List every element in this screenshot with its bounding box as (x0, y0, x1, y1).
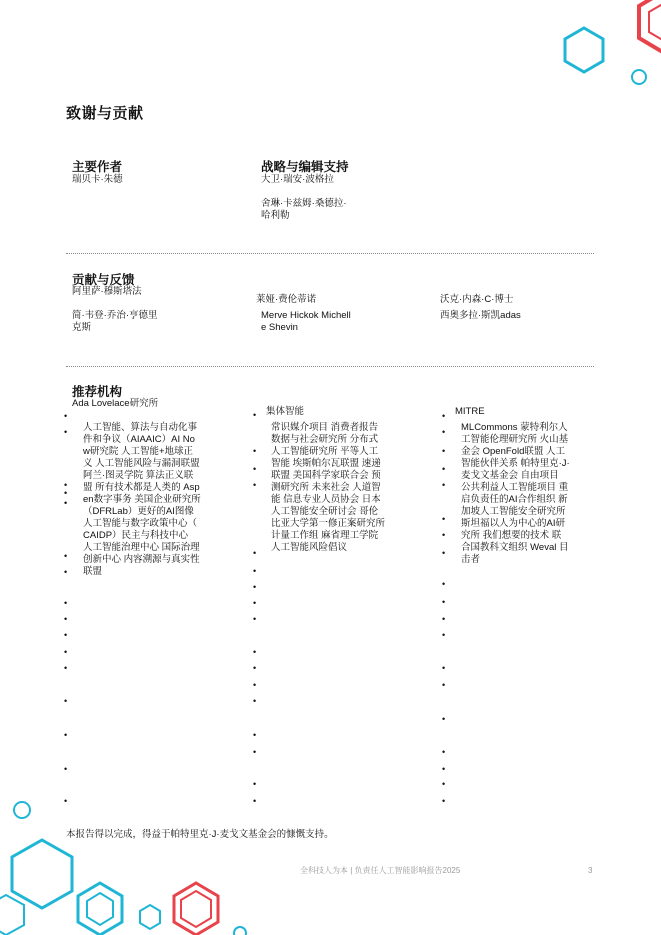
bullet-dot: • (64, 567, 68, 577)
bullet-dot: • (442, 796, 446, 806)
circle-cyan (14, 802, 30, 818)
bullet-dot: • (442, 614, 446, 624)
org-line: 创新中心 内容溯源与真实性 (83, 554, 200, 565)
bullet-dot: • (64, 480, 68, 490)
section-divider (66, 366, 594, 367)
org-line: 人工智能治理中心 国际治理 (83, 542, 200, 553)
org-line: 义 人工智能风险与漏洞联盟 (83, 458, 200, 469)
bullet-dot: • (442, 597, 446, 607)
bullet-dot: • (64, 427, 68, 437)
org-line: 加坡人工智能安全研究所 (461, 506, 566, 517)
section-divider (66, 253, 594, 254)
bullet-dot: • (442, 579, 446, 589)
strategy-heading: 战略与编辑支持 (261, 160, 349, 174)
org-line: 人工智能安全研讨会 哥伦 (271, 506, 379, 517)
strategy-name: 哈利勒 (261, 210, 290, 221)
circle-cyan-small (234, 927, 246, 935)
bullet-dot: • (64, 630, 68, 640)
authors-heading: 主要作者 (72, 160, 123, 174)
org-line: 件和争议（AIAAIC）AI No (83, 434, 195, 445)
page-number: 3 (588, 866, 593, 875)
bullet-dot: • (442, 747, 446, 757)
bullet-dot: • (253, 480, 257, 490)
org-line: 阿兰·图灵学院 算法正义联 (83, 470, 194, 481)
org-line: 麦戈文基金会 自由项目 (461, 470, 559, 481)
bullet-dot: • (253, 696, 257, 706)
org-line: 智能伙伴关系 帕特里克·J· (461, 458, 570, 469)
bullet-dot: • (64, 411, 68, 421)
org-line: 击者 (461, 554, 481, 565)
bullet-dot: • (253, 779, 257, 789)
footer-text: 全科技人为本 | 负责任人工智能影响报告2025 (300, 866, 461, 875)
org-line: 斯坦福以人为中心的AI研 (461, 518, 565, 529)
page-title: 致谢与贡献 (66, 105, 144, 122)
orgs-col1-body (83, 422, 201, 578)
bullet-dot: • (253, 566, 257, 576)
org-line: 启负责任的AI合作组织 新 (461, 494, 568, 505)
bullet-dot: • (442, 764, 446, 774)
org-line: 常识媒介项目 消费者报告 (271, 422, 379, 433)
acknowledgement-text: 本报告得以完成，得益于帕特里克·J·麦戈文基金会的慷慨支持。 (66, 829, 334, 840)
orgs-col2-head (266, 406, 304, 418)
org-line: 合国教科文组织 Weval 目 (461, 542, 569, 553)
org-line: 测研究所 未来社会 人道智 (271, 482, 381, 493)
orgs-col1 (72, 398, 158, 410)
contrib-name: 沃克·内森·C·博士 (440, 294, 514, 305)
strategy-name: 舍琳·卡兹姆·桑德拉· (261, 198, 347, 209)
bullet-dot: • (442, 411, 446, 421)
bullet-dot: • (253, 663, 257, 673)
contrib-name: 西奥多拉·斯凯adas (440, 310, 521, 321)
orgs-col3-head (455, 406, 485, 418)
org-line: 集体智能 (266, 406, 305, 417)
bullet-dot: • (442, 548, 446, 558)
org-line: 数据与社会研究所 分布式 (271, 434, 379, 445)
bullet-dot: • (64, 796, 68, 806)
strategy-name: 大卫·瑞安·波格拉 (261, 174, 334, 185)
org-line: w研究院 人工智能+地球正 (83, 446, 194, 457)
bullet-dot: • (64, 551, 68, 561)
hexagon-cyan (565, 28, 603, 72)
hexagon-cyan-inner (87, 893, 113, 925)
org-line: CAIDP）民主与科技中心 (83, 530, 189, 541)
contrib-name: 莱娅·费伦蒂诺 (256, 294, 317, 305)
org-line: 盟 所有技术都是人类的 Asp (83, 482, 200, 493)
bullet-dot: • (64, 730, 68, 740)
circle-cyan (632, 70, 646, 84)
org-line: 联盟 美国科学家联合会 预 (271, 470, 381, 481)
hexagon-decoration-bottom (0, 795, 260, 935)
bullet-dot: • (253, 796, 257, 806)
bullet-dot: • (64, 663, 68, 673)
bullet-dot: • (442, 427, 446, 437)
bullet-dot: • (253, 464, 257, 474)
contrib-name: 简·韦登·乔治·亨德里 (72, 310, 158, 321)
bullet-dot: • (64, 764, 68, 774)
bullet-dot: • (253, 747, 257, 757)
org-line: 比亚大学第一修正案研究所 (271, 518, 386, 529)
bullet-dot: • (64, 598, 68, 608)
bullet-dot: • (442, 530, 446, 540)
bullet-dot: • (253, 446, 257, 456)
bullet-dot: • (253, 730, 257, 740)
bullet-dot: • (64, 488, 68, 498)
bullet-dot: • (442, 514, 446, 524)
org-line: 能 信息专业人员协会 日本 (271, 494, 381, 505)
org-line: 工智能伦理研究所 火山基 (461, 434, 569, 445)
org-line: 联盟 (83, 566, 103, 577)
org-line: MLCommons 蒙特利尔人 (461, 422, 568, 433)
orgs-heading: 推荐机构 (72, 385, 123, 399)
contrib-heading: 贡献与反馈 (72, 273, 135, 287)
org-line: 人工智能研究所 平等人工 (271, 446, 379, 457)
bullet-dot: • (253, 680, 257, 690)
hexagon-decoration-top (548, 0, 661, 100)
orgs-col2-body (271, 422, 385, 554)
bullet-dot: • (64, 647, 68, 657)
contrib-name: 阿里萨·穆斯塔法 (72, 286, 142, 297)
bullet-dot: • (253, 582, 257, 592)
bullet-dot: • (442, 680, 446, 690)
bullet-dot: • (253, 614, 257, 624)
org-line: en数字事务 美国企业研究所 (83, 494, 201, 505)
bullet-dot: • (442, 663, 446, 673)
org-line: 公共利益人工智能项目 重 (461, 482, 569, 493)
contrib-name: Merve Hickok Michell (261, 310, 351, 321)
bullet-dot: • (253, 410, 257, 420)
org-line: 智能 埃斯帕尔瓦联盟 速递 (271, 458, 381, 469)
contrib-name: e Shevin (261, 322, 298, 333)
hexagon-cyan-small (0, 895, 24, 935)
bullet-dot: • (64, 498, 68, 508)
org-line: （DFRLab）更好的AI图像 (83, 506, 194, 517)
bullet-dot: • (64, 614, 68, 624)
org-line: 人工智能与数字政策中心（ (83, 518, 198, 529)
bullet-dot: • (442, 714, 446, 724)
contrib-name: 克斯 (72, 322, 92, 333)
org-line: 究所 我们想要的技术 联 (461, 530, 562, 541)
bullet-dot: • (64, 696, 68, 706)
org-line: 人工智能风险倡议 (271, 542, 348, 553)
hexagon-red-inner (181, 891, 211, 927)
bullet-dot: • (442, 480, 446, 490)
org-line: MITRE (455, 406, 485, 417)
hexagon-cyan-mid (78, 883, 122, 935)
hexagon-cyan-tiny (140, 905, 160, 929)
org-line: Ada Lovelace研究所 (72, 398, 159, 409)
org-line: 金会 OpenFold联盟 人工 (461, 446, 565, 457)
bullet-dot: • (442, 464, 446, 474)
bullet-dot: • (442, 630, 446, 640)
orgs-col3-body (461, 422, 570, 566)
bullet-dot: • (442, 779, 446, 789)
org-line: 人工智能、算法与自动化事 (83, 422, 198, 433)
author-name: 瑞贝卡·朱德 (72, 174, 123, 185)
hexagon-cyan-large (12, 840, 72, 908)
hexagon-red-inner (649, 2, 661, 42)
bullet-dot: • (253, 598, 257, 608)
org-line: 计量工作组 麻省理工学院 (271, 530, 379, 541)
bullet-dot: • (253, 548, 257, 558)
bullet-dot: • (442, 446, 446, 456)
bullet-dot: • (253, 647, 257, 657)
